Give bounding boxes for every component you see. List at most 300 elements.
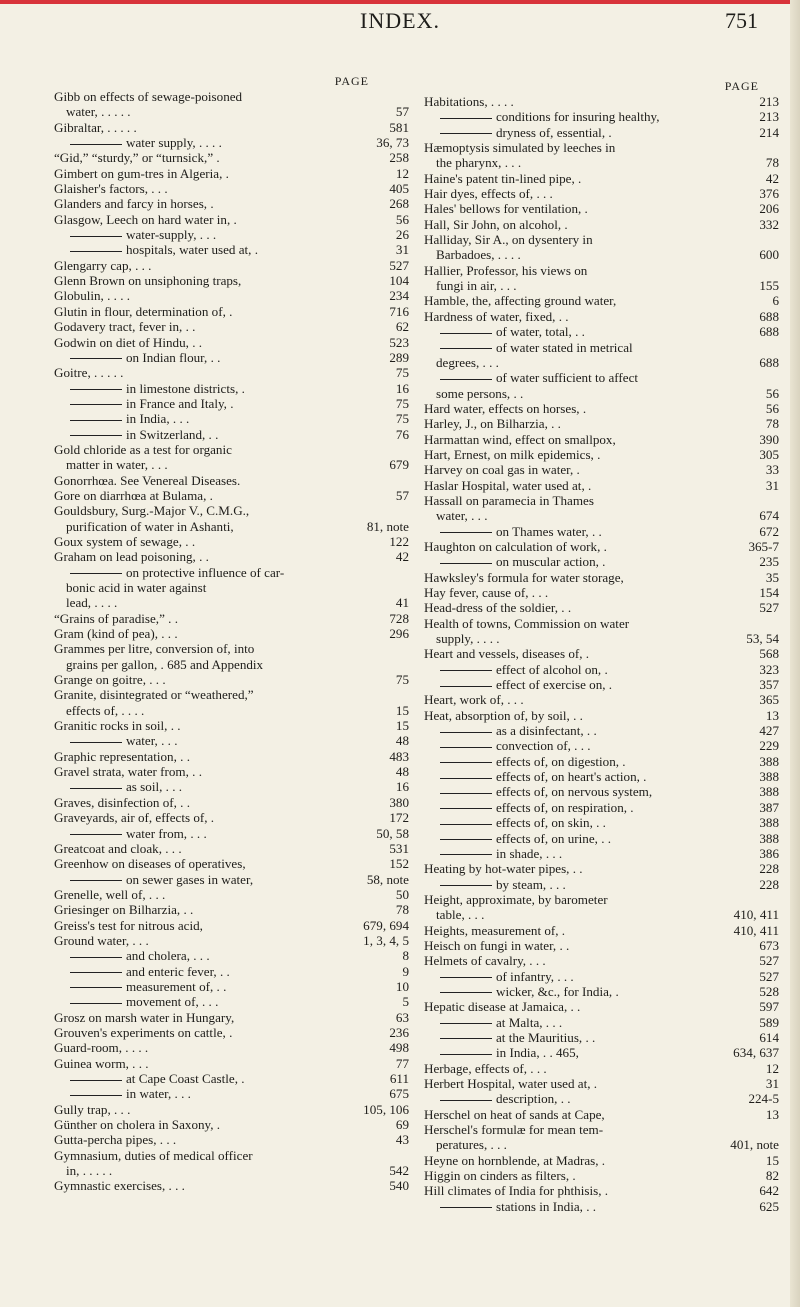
index-entry-text: Herbert Hospital, water used at, . xyxy=(424,1076,598,1091)
index-entry-pages: 12 xyxy=(765,1060,779,1076)
index-entry-text: Ground water, . . . xyxy=(54,932,149,948)
index-entry xyxy=(54,104,409,119)
index-entry xyxy=(424,447,779,462)
index-entry-pages: 53, 54 xyxy=(746,631,779,647)
index-entry-text: Herschel on heat of sands at Cape, xyxy=(424,1106,605,1122)
index-entry-text: hospitals, water used at, . xyxy=(54,242,390,257)
index-entry-pages: 213 xyxy=(759,109,779,125)
index-entry xyxy=(424,708,779,723)
index-entry xyxy=(424,263,779,278)
index-entry-text: at Cape Coast Castle, . xyxy=(54,1071,384,1086)
index-entry-text: Günther on cholera in Saxony, . xyxy=(54,1117,221,1133)
index-entry xyxy=(54,427,409,442)
index-entry-pages: 58, note xyxy=(366,871,409,887)
index-entry xyxy=(424,539,779,554)
index-entry xyxy=(424,585,779,600)
index-entry xyxy=(424,1122,779,1137)
index-entry-text: supply, . . . . xyxy=(436,631,500,647)
index-entry xyxy=(424,1061,779,1076)
index-entry xyxy=(54,273,409,288)
index-entry-text: on Indian flour, . . xyxy=(54,350,383,365)
index-entry-pages: 15 xyxy=(765,1152,779,1168)
page-column-label: PAGE xyxy=(334,74,369,88)
index-entry xyxy=(424,1015,779,1030)
index-entry-pages: 56 xyxy=(765,385,779,401)
index-entry-pages: 234 xyxy=(389,288,409,304)
index-entry-pages: 611 xyxy=(389,1071,409,1086)
index-entry-text: Gutta-percha pipes, . . . xyxy=(54,1132,177,1148)
index-entry-pages: 235 xyxy=(759,554,779,570)
index-entry-text: Harmattan wind, effect on smallpox, xyxy=(424,431,616,447)
index-entry-pages: 600 xyxy=(759,247,779,263)
index-entry-pages: 36, 73 xyxy=(376,135,409,151)
index-entry xyxy=(54,212,409,227)
index-entry-text: Habitations, . . . . xyxy=(424,94,514,109)
index-entry-text: Haughton on calculation of work, . xyxy=(424,538,607,554)
index-entry xyxy=(54,442,409,457)
index-entry-pages: 172 xyxy=(389,810,409,826)
index-entry-pages: 405 xyxy=(389,181,409,197)
index-entry xyxy=(424,278,779,293)
index-entry xyxy=(424,432,779,447)
index-entry xyxy=(424,1137,779,1152)
index-entry-text: peratures, . . . xyxy=(436,1137,507,1153)
index-entry-text: Gibb on effects of sewage-poisoned xyxy=(54,89,243,104)
index-entry-pages: 527 xyxy=(759,968,779,984)
index-entry-pages: 213 xyxy=(759,94,779,109)
index-entry xyxy=(424,861,779,876)
index-entry-text: Grange on goitre, . . . xyxy=(54,672,166,688)
index-entry-text: Hair dyes, effects of, . . . xyxy=(424,186,553,202)
index-entry-text: water from, . . . xyxy=(54,826,370,841)
index-entry-text: in shade, . . . xyxy=(424,846,753,861)
index-entry xyxy=(424,386,779,401)
index-entry xyxy=(54,580,409,595)
index-entry xyxy=(54,795,409,810)
index-entry-text: Hawksley's formula for water storage, xyxy=(424,569,624,585)
index-entry-text: Height, approximate, by barometer xyxy=(424,891,608,907)
index-entry-pages: 13 xyxy=(765,707,779,723)
index-entry-text: of water, total, . . xyxy=(424,324,753,339)
index-entry-pages: 224-5 xyxy=(748,1091,779,1107)
index-entry xyxy=(54,749,409,764)
index-entry-pages: 57 xyxy=(395,104,409,120)
index-entry-pages: 380 xyxy=(389,794,409,810)
index-entry-pages: 679, 694 xyxy=(363,917,409,933)
index-entry xyxy=(424,1199,779,1214)
index-entry xyxy=(54,120,409,135)
index-entry-text: water-supply, . . . xyxy=(54,227,390,242)
index-entry-pages: 527 xyxy=(759,600,779,616)
index-entry-text: Glaisher's factors, . . . xyxy=(54,181,168,197)
index-entry-text: Hill climates of India for phthisis, . xyxy=(424,1183,609,1199)
index-entry-text: Glenn Brown on unsiphoning traps, xyxy=(54,273,242,289)
index-entry xyxy=(424,769,779,784)
index-entry xyxy=(54,457,409,472)
left-entries xyxy=(54,89,409,1194)
page-edge-shadow xyxy=(790,0,800,1307)
index-entry xyxy=(424,155,779,170)
index-entry xyxy=(54,242,409,257)
index-column-right xyxy=(424,79,779,1214)
index-entry-text: degrees, . . . xyxy=(436,354,499,370)
index-entry-pages: 228 xyxy=(759,861,779,877)
index-entry-text: Grenelle, well of, . . . xyxy=(54,886,166,902)
index-entry-text: fungi in air, . . . xyxy=(436,278,517,294)
top-edge-band xyxy=(0,0,800,4)
index-entry-text: Hæmoptysis simulated by leeches in xyxy=(424,140,616,156)
index-entry xyxy=(424,723,779,738)
index-entry-pages: 410, 411 xyxy=(733,907,779,923)
index-entry xyxy=(424,416,779,431)
index-entry-text: Granitic rocks in soil, . . xyxy=(54,718,181,734)
index-entry-pages: 388 xyxy=(759,830,779,846)
index-entry xyxy=(424,247,779,262)
index-entry-text: water, . . . xyxy=(54,733,390,748)
index-entry xyxy=(424,784,779,799)
index-entry-text: Hay fever, cause of, . . . xyxy=(424,585,549,600)
index-entry xyxy=(424,1076,779,1091)
index-entry-text: Gold chloride as a test for organic xyxy=(54,441,232,457)
index-entry-text: Goitre, . . . . . xyxy=(54,365,124,381)
index-entry-text: effects of, on skin, . . xyxy=(424,815,753,830)
index-entry-pages: 716 xyxy=(389,303,409,319)
index-entry-pages: 15 xyxy=(395,702,409,718)
index-entry xyxy=(424,324,779,339)
index-entry xyxy=(54,258,409,273)
index-entry-text: Hall, Sir John, on alcohol, . xyxy=(424,216,568,232)
right-entries xyxy=(424,94,779,1214)
index-entry-pages: 527 xyxy=(389,257,409,273)
index-entry-pages: 50 xyxy=(395,886,409,902)
index-entry xyxy=(424,140,779,155)
index-entry xyxy=(54,979,409,994)
index-entry-text: Godavery tract, fever in, . . xyxy=(54,319,196,335)
index-entry-pages: 105, 106 xyxy=(363,1101,409,1117)
index-entry-text: matter in water, . . . xyxy=(66,457,168,473)
index-entry-pages: 35 xyxy=(765,569,779,585)
index-entry xyxy=(424,831,779,846)
index-entry-text: Halliday, Sir A., on dysentery in xyxy=(424,232,593,248)
index-entry-text: water, . . . xyxy=(436,508,488,524)
index-entry-text: in India, . . 465, xyxy=(424,1045,727,1060)
index-column-left xyxy=(54,74,409,1194)
index-entry-text: at Malta, . . . xyxy=(424,1015,753,1030)
index-entry xyxy=(424,524,779,539)
index-entry-pages: 12 xyxy=(395,165,409,181)
index-entry xyxy=(424,1107,779,1122)
index-entry xyxy=(424,969,779,984)
index-entry xyxy=(54,733,409,748)
index-entry-text: in limestone districts, . xyxy=(54,381,390,396)
index-entry-pages: 78 xyxy=(395,902,409,918)
index-entry-text: Gravel strata, water from, . . xyxy=(54,764,202,780)
index-entry-pages: 388 xyxy=(759,784,779,800)
index-entry-pages: 388 xyxy=(759,769,779,785)
index-entry xyxy=(54,718,409,733)
index-entry-text: Gore on diarrhœa at Bulama, . xyxy=(54,487,213,503)
index-entry-pages: 498 xyxy=(389,1040,409,1056)
index-entry-pages: 427 xyxy=(759,723,779,739)
index-entry-text: and enteric fever, . . xyxy=(54,964,396,979)
index-entry xyxy=(424,800,779,815)
index-entry xyxy=(54,150,409,165)
index-entry-pages: 50, 58 xyxy=(376,825,409,841)
index-entry xyxy=(54,565,409,580)
index-entry-pages: 16 xyxy=(395,779,409,795)
running-head-title: INDEX. xyxy=(360,8,440,33)
index-entry xyxy=(54,304,409,319)
index-entry-pages: 675 xyxy=(389,1086,409,1102)
index-entry-text: on protective influence of car- xyxy=(54,565,403,580)
index-entry-pages: 214 xyxy=(759,124,779,140)
index-entry-text: grains per gallon, . 685 and Appendix xyxy=(66,656,264,672)
index-entry-pages: 6 xyxy=(772,293,779,309)
index-entry xyxy=(54,856,409,871)
index-entry-pages: 531 xyxy=(389,840,409,856)
index-entry xyxy=(424,846,779,861)
index-entry xyxy=(54,1071,409,1086)
index-entry xyxy=(54,948,409,963)
index-entry xyxy=(54,1178,409,1193)
index-entry-text: Herschel's formulæ for mean tem- xyxy=(424,1122,604,1138)
index-entry xyxy=(54,503,409,518)
index-entry xyxy=(424,462,779,477)
index-entry-pages: 410, 411 xyxy=(733,922,779,938)
index-entry xyxy=(54,166,409,181)
index-entry xyxy=(54,1040,409,1055)
index-entry xyxy=(54,227,409,242)
index-entry-text: effect of alcohol on, . xyxy=(424,662,753,677)
index-entry-pages: 8 xyxy=(402,948,409,964)
index-entry xyxy=(54,396,409,411)
index-entry xyxy=(54,1132,409,1147)
index-entry xyxy=(424,984,779,999)
index-entry xyxy=(424,125,779,140)
index-entry xyxy=(54,611,409,626)
index-entry-pages: 568 xyxy=(759,646,779,662)
index-entry-text: stations in India, . . xyxy=(424,1199,753,1214)
index-entry-pages: 5 xyxy=(402,994,409,1010)
index-entry-pages: 56 xyxy=(395,211,409,227)
index-entry-pages: 688 xyxy=(759,308,779,324)
index-entry-pages: 76 xyxy=(395,426,409,442)
index-entry-text: Hard water, effects on horses, . xyxy=(424,400,587,416)
index-entry xyxy=(424,1168,779,1183)
index-entry xyxy=(54,1056,409,1071)
index-entry-pages: 679 xyxy=(389,457,409,473)
index-entry xyxy=(424,662,779,677)
index-entry xyxy=(54,1102,409,1117)
index-entry xyxy=(424,1183,779,1198)
index-entry-text: of water sufficient to affect xyxy=(424,370,773,385)
index-entry xyxy=(54,135,409,150)
index-entry-pages: 154 xyxy=(759,585,779,600)
index-entry-pages: 155 xyxy=(759,278,779,294)
index-entry xyxy=(54,657,409,672)
index-entry-text: Hart, Ernest, on milk epidemics, . xyxy=(424,446,601,462)
index-entry-pages: 1, 3, 4, 5 xyxy=(363,932,409,948)
index-entry xyxy=(54,902,409,917)
index-entry-text: Hardness of water, fixed, . . xyxy=(424,308,569,324)
index-entry xyxy=(54,181,409,196)
index-entry-text: Heart and vessels, diseases of, . xyxy=(424,646,590,662)
index-entry xyxy=(424,232,779,247)
index-entry-pages: 540 xyxy=(389,1178,409,1194)
index-entry-text: Graveyards, air of, effects of, . xyxy=(54,810,215,826)
index-entry-pages: 642 xyxy=(759,1183,779,1199)
index-entry-text: Hamble, the, affecting ground water, xyxy=(424,293,617,309)
index-entry-text: Glengarry cap, . . . xyxy=(54,257,152,273)
index-entry-text: some persons, . . xyxy=(436,385,524,401)
index-entry-text: Graham on lead poisoning, . . xyxy=(54,549,209,565)
index-entry-text: effects of, . . . . xyxy=(66,702,145,718)
index-entry-pages: 78 xyxy=(765,416,779,432)
index-entry-text: Greenhow on diseases of operatives, xyxy=(54,856,246,872)
index-entry-text: Gonorrhœa. See Venereal Diseases. xyxy=(54,472,241,488)
index-entry-pages: 152 xyxy=(389,856,409,872)
index-entry-text: Granite, disintegrated or “weathered,” xyxy=(54,687,254,703)
index-entry-pages: 332 xyxy=(759,216,779,232)
index-entry xyxy=(424,217,779,232)
index-entry-pages: 26 xyxy=(395,227,409,243)
index-entry-pages: 42 xyxy=(765,170,779,186)
index-entry-pages: 81, note xyxy=(366,518,409,534)
index-entry xyxy=(54,964,409,979)
index-entry xyxy=(54,595,409,610)
index-entry-pages: 365-7 xyxy=(748,538,779,554)
index-entry xyxy=(424,355,779,370)
index-entry-pages: 258 xyxy=(389,150,409,166)
index-entry-pages: 597 xyxy=(759,999,779,1015)
index-entry-text: table, . . . xyxy=(436,907,485,923)
index-entry-pages: 206 xyxy=(759,201,779,217)
index-entry-pages: 69 xyxy=(395,1117,409,1133)
index-entry-pages: 77 xyxy=(395,1055,409,1071)
index-entry xyxy=(424,646,779,661)
index-entry-pages: 41 xyxy=(395,595,409,611)
index-entry xyxy=(54,994,409,1009)
index-entry-pages: 634, 637 xyxy=(733,1045,779,1061)
index-entry-text: Heart, work of, . . . xyxy=(424,692,524,708)
index-entry-text: in, . . . . . xyxy=(66,1163,113,1179)
index-entry-text: effects of, on heart's action, . xyxy=(424,769,753,784)
index-entry-text: effects of, on urine, . . xyxy=(424,831,753,846)
index-entry-text: at the Mauritius, . . xyxy=(424,1030,753,1045)
index-entry-pages: 401, note xyxy=(730,1137,779,1153)
index-entry-pages: 483 xyxy=(389,748,409,764)
index-entry-text: Globulin, . . . . xyxy=(54,288,131,304)
index-entry-text: Gymnastic exercises, . . . xyxy=(54,1178,185,1194)
index-entry-text: Goux system of sewage, . . xyxy=(54,533,196,549)
index-entry-text: Graves, disinfection of, . . xyxy=(54,794,190,810)
index-entry xyxy=(54,687,409,702)
index-entry-text: lead, . . . . xyxy=(66,595,118,611)
page-column-label: PAGE xyxy=(724,79,759,93)
index-entry-pages: 31 xyxy=(395,242,409,258)
index-entry-text: Guinea worm, . . . xyxy=(54,1055,149,1071)
index-entry-text: Harley, J., on Bilharzia, . . xyxy=(424,416,561,432)
index-entry xyxy=(54,319,409,334)
index-entry-text: as soil, . . . xyxy=(54,779,390,794)
index-entry xyxy=(424,815,779,830)
index-entry-text: Graphic representation, . . xyxy=(54,748,190,764)
index-entry-text: in India, . . . xyxy=(54,411,390,426)
index-entry-text: description, . . xyxy=(424,1091,742,1106)
index-entry-text: Grosz on marsh water in Hungary, xyxy=(54,1009,235,1025)
index-entry-pages: 9 xyxy=(402,963,409,979)
index-entry-text: Heights, measurement of, . xyxy=(424,922,566,938)
index-entry-text: Head-dress of the soldier, . . xyxy=(424,600,572,616)
index-entry-pages: 581 xyxy=(389,119,409,135)
index-entry-text: effects of, on digestion, . xyxy=(424,754,753,769)
index-entry xyxy=(424,570,779,585)
index-entry-pages: 672 xyxy=(759,523,779,539)
index-entry xyxy=(424,508,779,523)
index-entry-text: Harvey on coal gas in water, . xyxy=(424,462,580,478)
index-entry xyxy=(424,370,779,385)
index-entry xyxy=(424,554,779,569)
index-entry-text: effect of exercise on, . xyxy=(424,677,753,692)
index-entry-pages: 323 xyxy=(759,661,779,677)
index-entry-pages: 13 xyxy=(765,1106,779,1122)
index-entry-pages: 523 xyxy=(389,334,409,350)
index-entry-text: convection of, . . . xyxy=(424,738,753,753)
index-entry xyxy=(54,933,409,948)
index-entry xyxy=(54,411,409,426)
index-entry-pages: 614 xyxy=(759,1029,779,1045)
index-entry-pages: 122 xyxy=(389,533,409,549)
page-number: 751 xyxy=(725,8,758,33)
index-entry-pages: 674 xyxy=(759,508,779,524)
index-entry-text: Haine's patent tin-lined pipe, . xyxy=(424,170,582,186)
index-entry-pages: 365 xyxy=(759,692,779,708)
index-entry-text: in Switzerland, . . xyxy=(54,427,390,442)
index-entry xyxy=(424,692,779,707)
index-entry xyxy=(54,89,409,104)
index-entry-text: as a disinfectant, . . xyxy=(424,723,753,738)
index-entry-pages: 43 xyxy=(395,1132,409,1148)
index-entry-text: in France and Italy, . xyxy=(54,396,390,411)
index-entry-pages: 388 xyxy=(759,753,779,769)
index-entry xyxy=(54,1148,409,1163)
index-entry-pages: 589 xyxy=(759,1014,779,1030)
index-entry-pages: 82 xyxy=(765,1168,779,1184)
index-entry xyxy=(424,1091,779,1106)
index-entry xyxy=(424,738,779,753)
index-entry xyxy=(54,672,409,687)
index-entry xyxy=(424,907,779,922)
index-entry xyxy=(424,1153,779,1168)
index-entry xyxy=(54,549,409,564)
index-entry-pages: 296 xyxy=(389,626,409,642)
index-entry-pages: 228 xyxy=(759,876,779,892)
index-entry-text: Heat, absorption of, by soil, . . xyxy=(424,707,583,723)
index-entry-pages: 728 xyxy=(389,610,409,626)
index-entry-text: on Thames water, . . xyxy=(424,524,753,539)
index-entry-text: Helmets of cavalry, . . . xyxy=(424,953,546,969)
index-entry-pages: 75 xyxy=(395,411,409,427)
index-entry-pages: 236 xyxy=(389,1024,409,1040)
index-entry-text: “Grains of paradise,” . . xyxy=(54,610,178,626)
index-entry xyxy=(54,764,409,779)
index-entry-text: Gibraltar, . . . . . xyxy=(54,119,137,135)
index-entry-pages: 57 xyxy=(395,487,409,503)
index-entry-pages: 688 xyxy=(759,324,779,340)
index-entry-text: in water, . . . xyxy=(54,1086,383,1101)
index-entry xyxy=(424,999,779,1014)
index-entry xyxy=(424,1045,779,1060)
